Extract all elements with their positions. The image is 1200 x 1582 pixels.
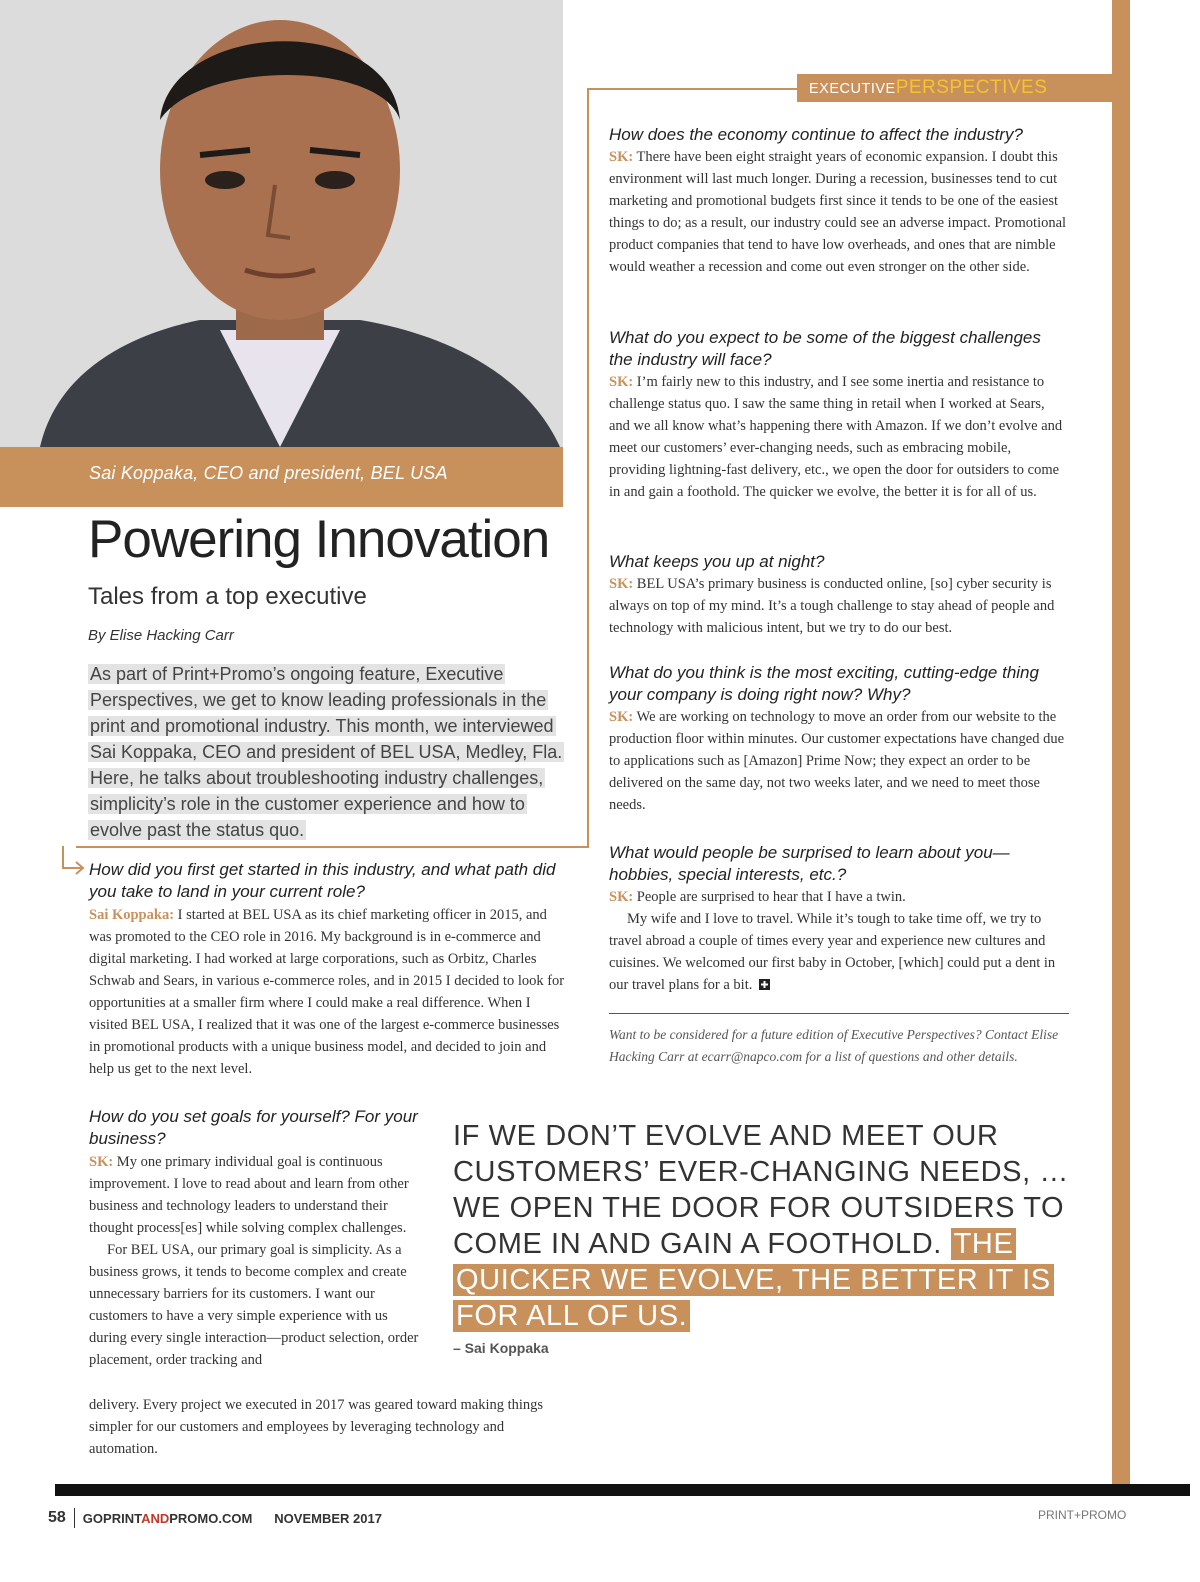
answer-text: I’m fairly new to this industry, and I see some inertia and resistance to challenge status quo. I saw the same thing in retail when I worked at Sears, and we all know what’s happening there with Amazon. If we don’t evolve and meet our customers’ ever-changing needs, such as embracing mobile, providing lightning-fast delivery, etc., we open the door for outsiders to come in and gain a foothold. The quicker we evolve, the better it is for all of us.: [609, 374, 1063, 500]
speaker-label: SK:: [89, 1154, 114, 1170]
left-qa-2: [89, 1106, 424, 1371]
article-intro: [88, 661, 568, 843]
frame-line-left: [587, 88, 589, 848]
section-tag: [797, 74, 1112, 102]
arrow-icon: [60, 846, 86, 876]
answer-text: We are working on technology to move an order from our website to the production floor within minutes. Our customer expectations have changed due to applications such as [Amazon] Prime Now; they expect an order to be delivered on the same day, not two weeks later, and we need to meet those needs.: [609, 709, 1065, 813]
frame-line-top: [587, 88, 797, 90]
question: What would people be surprised to learn about you—hobbies, special interests, etc.?: [609, 843, 1010, 884]
question: How do you set goals for yourself? For your business?: [89, 1107, 418, 1148]
right-qa-2: [609, 327, 1069, 503]
right-qa-5: [609, 842, 1069, 996]
article-title: Powering Innovation: [88, 510, 550, 569]
footer: [48, 1508, 382, 1528]
website[interactable]: [83, 1511, 253, 1526]
answer-text-2: My wife and I love to travel. While it’s tough to take time off, we try to travel abroad a couple of times every year and experience new cultures and cuisines. We welcomed our first baby in October, [which] could put a dent in our travel plans for a bit.: [609, 911, 1056, 993]
answer: [609, 146, 1069, 278]
answer-paragraph-2: [609, 908, 1069, 996]
frame-line-bottom: [76, 846, 589, 848]
pull-quote: [453, 1118, 1093, 1334]
answer-text: BEL USA’s primary business is conducted online, [so] cyber security is always on top of my mind. It’s a tough challenge to stay ahead of people and technology with malicious intent, but we try to do our best.: [609, 576, 1055, 636]
section-tag-part-1: EXECUTIVE: [809, 81, 896, 97]
website-part-1: GOPRINT: [82, 1510, 142, 1526]
answer-text: I started at BEL USA as its chief marketing officer in 2015, and was promoted to the CEO role in 2016. My background is in e-commerce and digital marketing. I had worked at large corporations, such as Orbitz, Charles Schwab and Sears, in various e-commerce roles, and in 2015 I decided to look for opportunities at a smaller firm where I could make a real difference. When I visited BEL USA, I realized that it was one of the largest e-commerce businesses in promotional products with a unique business model, and decided to join and help us get to the next level.: [89, 907, 565, 1077]
question: How did you first get started in this industry, and what path did you take to land in your current role?: [89, 860, 556, 901]
answer: [89, 1151, 424, 1239]
pull-quote-attribution: – Sai Koppaka: [453, 1340, 549, 1356]
speaker-label: SK:: [609, 576, 634, 592]
answer-text: My one primary individual goal is continuous improvement. I love to read about and learn from other business and technology leaders to understand their thought process[es] while solving complex challenges.: [89, 1154, 409, 1236]
question: What do you think is the most exciting, cutting-edge thing your company is doing right now? Why?: [609, 663, 1039, 704]
right-qa-4: [609, 662, 1069, 816]
answer: [609, 573, 1069, 639]
portrait-photo: [0, 0, 563, 447]
editor-note: Want to be considered for a future edition of Executive Perspectives? Contact Elise Hacking Carr at ecarr@napco.com for a list of questions and other details.: [609, 1027, 1059, 1064]
speaker-label: Sai Koppaka:: [89, 907, 175, 923]
answer: [89, 904, 569, 1080]
speaker-label: SK:: [609, 374, 634, 390]
answer: [609, 886, 1069, 908]
answer: [609, 371, 1069, 503]
end-mark-icon: [759, 979, 770, 990]
left-qa-2-continued: delivery. Every project we executed in 2017 was geared toward making things simpler for our customers and employees by leveraging technology and automation.: [89, 1397, 544, 1457]
question: How does the economy continue to affect the industry?: [609, 125, 1023, 144]
photo-caption: Sai Koppaka, CEO and president, BEL USA: [89, 463, 448, 483]
portrait-illustration: [0, 0, 563, 447]
speaker-label: SK:: [609, 889, 634, 905]
speaker-label: SK:: [609, 709, 634, 725]
answer: [609, 706, 1069, 816]
question: What do you expect to be some of the biggest challenges the industry will face?: [609, 328, 1041, 369]
article-subtitle: Tales from a top executive: [88, 583, 367, 610]
divider: [609, 1013, 1069, 1014]
publication-name: PRINT+PROMO: [1038, 1508, 1127, 1522]
article-byline: By Elise Hacking Carr: [88, 627, 234, 644]
intro-text: As part of Print+Promo’s ongoing feature, Executive Perspectives, we get to know leading professionals in the print and promotional industry. This month, we interviewed Sai Koppaka, CEO and president of BEL USA, Medley, Fla. Here, he talks about troubleshooting industry challenges, simplicity’s role in the customer experience and how to evolve past the status quo.: [90, 664, 563, 840]
answer-text: People are surprised to hear that I have a twin.: [636, 889, 906, 905]
left-qa-1: [89, 859, 569, 1080]
footer-separator: [74, 1508, 75, 1528]
website-part-3: PROMO.COM: [169, 1510, 253, 1526]
footer-bar: [55, 1484, 1190, 1496]
pull-quote-highlight: THE QUICKER WE EVOLVE, THE BETTER IT IS FOR ALL OF US.: [453, 1228, 1054, 1332]
right-qa-3: [609, 551, 1069, 639]
issue-date: NOVEMBER 2017: [274, 1510, 382, 1526]
page-number: 58: [48, 1509, 66, 1526]
answer-paragraph-2: For BEL USA, our primary goal is simplicity. As a business grows, it tends to become complex and create unnecessary barriers for its customers. I want our customers to have a very simple experience with us during every single interaction—product selection, order placement, order tracking and: [89, 1242, 419, 1368]
speaker-label: SK:: [609, 149, 634, 165]
pull-quote-text: IF WE DON’T EVOLVE AND MEET OUR CUSTOMERS’ EVER-CHANGING NEEDS, … WE OPEN THE DOOR FOR OUTSIDERS TO COME IN AND GAIN A FOOTHOLD.: [453, 1120, 1069, 1260]
section-tag-part-2: PERSPECTIVES: [895, 77, 1048, 98]
website-part-2: AND: [141, 1510, 170, 1526]
right-qa-1: [609, 124, 1069, 278]
accent-side-bar: [1112, 0, 1130, 1490]
question: What keeps you up at night?: [609, 552, 825, 571]
answer-text: There have been eight straight years of economic expansion. I doubt this environment will last much longer. During a recession, businesses tend to cut marketing and promotional budgets first since it tends to be one of the easiest things to do; as a result, our industry could see an adverse impact. Promotional product companies that tend to have low overheads, and ones that are nimble would weather a recession and come out even stronger on the other side.: [609, 149, 1067, 275]
photo-caption-bar: [0, 447, 563, 507]
